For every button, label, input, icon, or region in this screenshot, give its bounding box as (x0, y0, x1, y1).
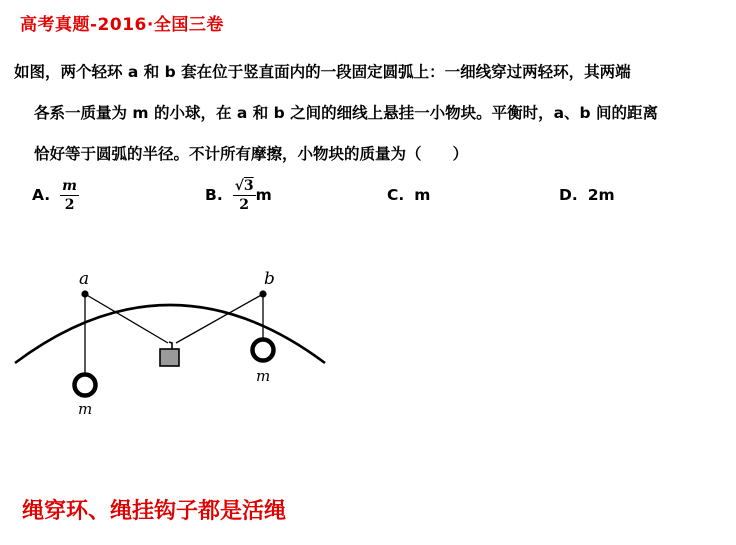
option-a[interactable] (32, 173, 79, 217)
mass-right (253, 340, 274, 361)
option-c[interactable] (387, 173, 430, 217)
footer-note: 绳穿环、绳挂钩子都是活绳 (22, 499, 287, 524)
option-a-denominator: 2 (64, 196, 75, 213)
option-b-numerator (233, 177, 256, 196)
option-b-denominator: 2 (239, 196, 250, 213)
ring-b (259, 290, 266, 297)
mass-left (75, 375, 96, 396)
option-d[interactable] (559, 173, 615, 217)
question-line-1: 如图，两个轻环 a 和 b 套在位于竖直面内的一段固定圆弧上：一细线穿过两轻环，其两端 (14, 63, 631, 81)
option-b-radicand: 3 (243, 177, 254, 194)
option-b-fraction (233, 177, 256, 214)
option-a-label: A. (32, 186, 51, 204)
ring-a (81, 290, 88, 297)
option-b[interactable] (205, 173, 272, 217)
question-line-2: 各系一质量为 m 的小球，在 a 和 b 之间的细线上悬挂一小物块。平衡时，a、b 间的距离 (34, 104, 659, 122)
header-title: 高考真题-2016·全国三卷 (20, 15, 224, 35)
physics-diagram (0, 255, 340, 420)
option-a-numerator: m (62, 177, 77, 194)
small-block (160, 349, 179, 366)
option-b-suffix: m (255, 186, 272, 204)
string-b-to-block (176, 294, 263, 343)
option-d-label: D. (559, 186, 578, 204)
label-mass-right: m (256, 367, 271, 385)
label-a: a (79, 269, 90, 289)
question-line-3: 恰好等于圆弧的半径。不计所有摩擦，小物块的质量为（ ） (34, 145, 469, 163)
option-c-text: m (414, 186, 431, 204)
option-a-fraction (60, 177, 79, 214)
hook (169, 342, 172, 349)
option-c-label: C. (387, 186, 405, 204)
option-b-label: B. (205, 186, 223, 204)
option-d-text: 2m (587, 186, 615, 204)
label-b: b (264, 269, 275, 289)
question-text (14, 52, 726, 175)
label-mass-left: m (78, 400, 93, 418)
sqrt-sign: √ (234, 177, 244, 194)
